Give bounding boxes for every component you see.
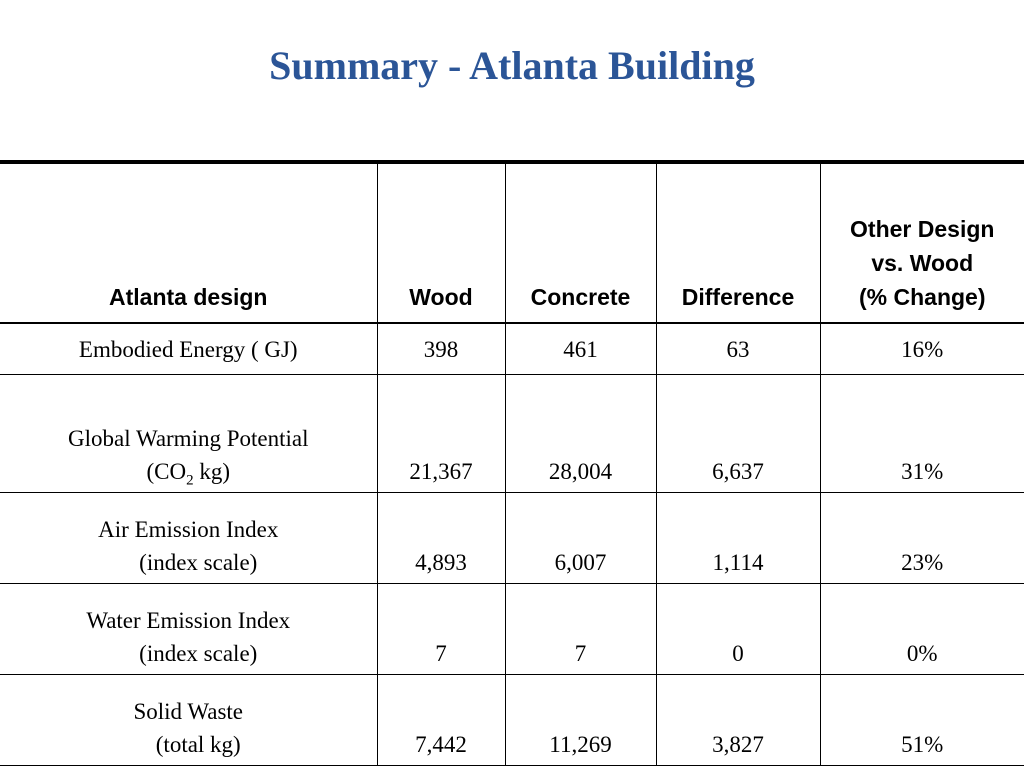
- row-label-line2: [4, 455, 373, 488]
- cell-change: 31%: [820, 375, 1024, 493]
- row-label-water-emission: [0, 584, 377, 675]
- row-label-embodied-energy: Embodied Energy ( GJ): [0, 323, 377, 375]
- cell-change: 0%: [820, 584, 1024, 675]
- row-label-line1: Air Emission Index: [98, 517, 279, 542]
- cell-difference: 6,637: [656, 375, 820, 493]
- co2-suffix: kg): [193, 459, 231, 484]
- table-header: [0, 162, 1024, 323]
- header-design: Atlanta design: [0, 162, 377, 323]
- table-row: [0, 375, 1024, 493]
- co2-prefix: (CO: [146, 459, 187, 484]
- cell-wood: 21,367: [377, 375, 505, 493]
- row-label-line2: (total kg): [155, 732, 241, 757]
- cell-concrete: 28,004: [505, 375, 656, 493]
- cell-difference: 3,827: [656, 675, 820, 766]
- header-change-line1: Other Design: [850, 216, 995, 242]
- cell-change: 51%: [820, 675, 1024, 766]
- table-row: [0, 493, 1024, 584]
- table-row: [0, 584, 1024, 675]
- row-label-line1: Water Emission Index: [86, 608, 291, 633]
- cell-concrete: 6,007: [505, 493, 656, 584]
- header-difference: Difference: [656, 162, 820, 323]
- row-label-air-emission: [0, 493, 377, 584]
- row-label-line1: Global Warming Potential: [68, 426, 309, 451]
- row-label-line2: (index scale): [139, 641, 258, 666]
- table-body: [0, 323, 1024, 766]
- header-change: [820, 162, 1024, 323]
- summary-table-container: [0, 160, 1024, 768]
- cell-difference: 63: [656, 323, 820, 375]
- cell-wood: 398: [377, 323, 505, 375]
- header-wood: Wood: [377, 162, 505, 323]
- row-label-global-warming: [0, 375, 377, 493]
- table-row: [0, 675, 1024, 766]
- summary-table: [0, 160, 1024, 766]
- cell-difference: 1,114: [656, 493, 820, 584]
- cell-wood: 4,893: [377, 493, 505, 584]
- row-label-line2: (index scale): [139, 550, 258, 575]
- cell-change: 23%: [820, 493, 1024, 584]
- cell-wood: 7: [377, 584, 505, 675]
- co2-subscript: 2: [186, 472, 194, 489]
- header-change-line2: vs. Wood: [871, 250, 974, 276]
- table-row: [0, 323, 1024, 375]
- slide-title: Summary - Atlanta Building: [269, 43, 755, 88]
- header-change-line3: (% Change): [859, 284, 986, 310]
- cell-concrete: 7: [505, 584, 656, 675]
- header-concrete: Concrete: [505, 162, 656, 323]
- cell-concrete: 461: [505, 323, 656, 375]
- header-row: [0, 162, 1024, 323]
- row-label-line1: Solid Waste: [133, 699, 244, 724]
- cell-concrete: 11,269: [505, 675, 656, 766]
- cell-wood: 7,442: [377, 675, 505, 766]
- row-label-solid-waste: [0, 675, 377, 766]
- cell-change: 16%: [820, 323, 1024, 375]
- cell-difference: 0: [656, 584, 820, 675]
